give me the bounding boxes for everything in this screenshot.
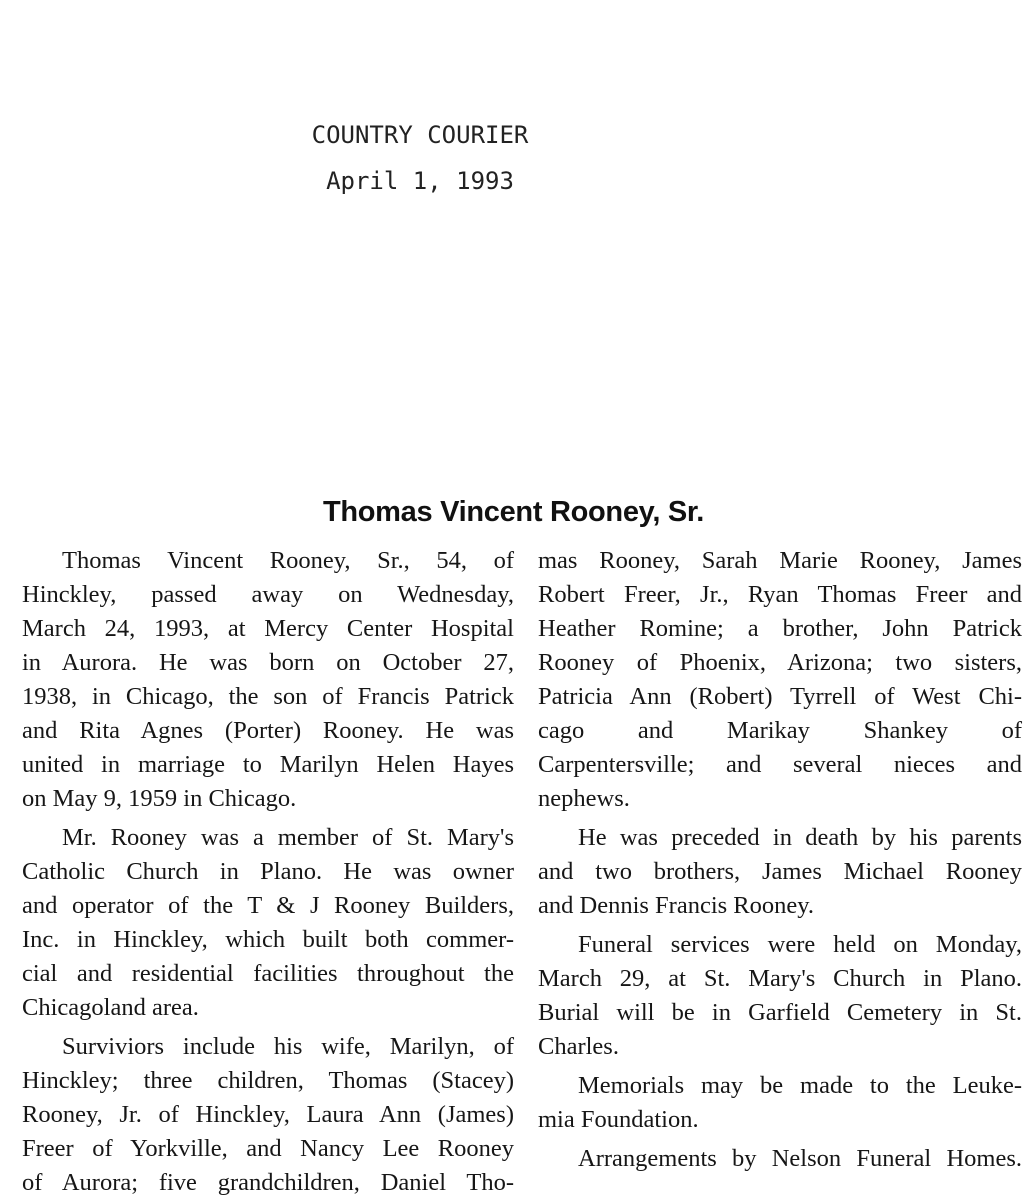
text-line: Carpentersville; and several nieces and: [538, 751, 1022, 778]
text-line: Rooney, Jr. of Hinckley, Laura Ann (James): [22, 1101, 514, 1128]
text-line: Arrangements by Nelson Funeral Homes.: [578, 1145, 1022, 1172]
paragraph: [538, 1069, 1022, 1137]
text-line: Surviviors include his wife, Marilyn, of: [62, 1033, 514, 1060]
text-line: Heather Romine; a brother, John Patrick: [538, 615, 1022, 642]
text-line: Mr. Rooney was a member of St. Mary's: [62, 824, 514, 851]
text-line: in Aurora. He was born on October 27,: [22, 649, 514, 676]
text-line: March 29, at St. Mary's Church in Plano.: [538, 965, 1022, 992]
text-line: and Rita Agnes (Porter) Rooney. He was: [22, 717, 514, 744]
text-line: He was preceded in death by his parents: [578, 824, 1022, 851]
text-line: Hinckley, passed away on Wednesday,: [22, 581, 514, 608]
text-line: Robert Freer, Jr., Ryan Thomas Freer and: [538, 581, 1022, 608]
text-line: Patricia Ann (Robert) Tyrrell of West Chi-: [538, 683, 1022, 710]
text-line: Catholic Church in Plano. He was owner: [22, 858, 514, 885]
text-line: Burial will be in Garfield Cemetery in St.: [538, 999, 1022, 1026]
text-line: united in marriage to Marilyn Helen Hayes: [22, 751, 514, 778]
text-line: Chicagoland area.: [22, 994, 199, 1021]
text-line: March 24, 1993, at Mercy Center Hospital: [22, 615, 514, 642]
text-line: of Aurora; five grandchildren, Daniel Tho-: [22, 1169, 514, 1196]
article-column-left: [22, 544, 514, 1200]
text-line: mas Rooney, Sarah Marie Rooney, James: [538, 547, 1022, 574]
paragraph: [538, 1142, 1022, 1176]
paragraph: [538, 544, 1022, 816]
text-line: mia Foundation.: [538, 1106, 699, 1133]
text-line: Inc. in Hinckley, which built both commer-: [22, 926, 514, 953]
text-line: Hinckley; three children, Thomas (Stacey): [22, 1067, 514, 1094]
text-line: and Dennis Francis Rooney.: [538, 892, 815, 919]
paragraph: [538, 928, 1022, 1064]
text-line: and operator of the T & J Rooney Builders,: [22, 892, 514, 919]
text-line: Charles.: [538, 1033, 619, 1060]
paragraph: [22, 544, 514, 816]
obituary-title: Thomas Vincent Rooney, Sr.: [322, 496, 705, 528]
text-line: cial and residential facilities throughout the: [22, 960, 514, 987]
text-line: nephews.: [538, 785, 630, 812]
paragraph: [22, 821, 514, 1025]
paragraph: [538, 821, 1022, 923]
publication-name: COUNTRY COURIER: [311, 121, 529, 149]
newspaper-masthead: [240, 112, 600, 204]
text-line: cago and Marikay Shankey of: [538, 717, 1022, 744]
text-line: Thomas Vincent Rooney, Sr., 54, of: [62, 547, 514, 574]
paragraph: [22, 1030, 514, 1200]
text-line: and two brothers, James Michael Rooney: [538, 858, 1022, 885]
article-column-right: [538, 544, 1022, 1176]
text-line: Memorials may be made to the Leuke-: [578, 1072, 1022, 1099]
text-line: Freer of Yorkville, and Nancy Lee Rooney: [22, 1135, 514, 1162]
text-line: Funeral services were held on Monday,: [578, 931, 1022, 958]
publication-date: April 1, 1993: [326, 167, 514, 195]
text-line: 1938, in Chicago, the son of Francis Patrick: [22, 683, 514, 710]
text-line: on May 9, 1959 in Chicago.: [22, 785, 297, 812]
text-line: Rooney of Phoenix, Arizona; two sisters,: [538, 649, 1022, 676]
